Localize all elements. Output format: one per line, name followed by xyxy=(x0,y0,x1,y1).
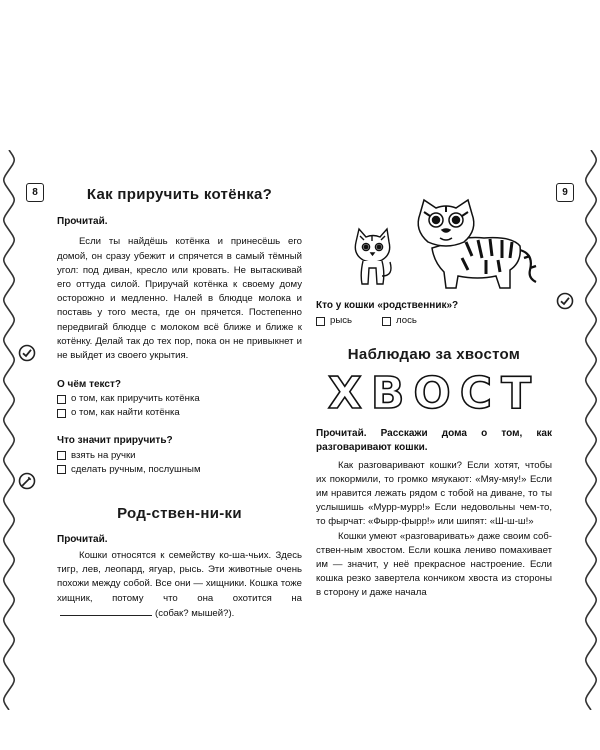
checkbox[interactable] xyxy=(57,395,66,404)
cats-tail-text: Кошки умеют «разговаривать» даже своим соб-ствен-ным хвостом. Если кошка лениво помахивает им — значит, у неё прекрасное настроение. Если кошка резко завертела кончиком хвоста из стороны в сторону и даже начала xyxy=(316,530,552,599)
kitten-icon xyxy=(355,229,391,284)
title-relatives: Род-ствен-ни-ки xyxy=(117,504,242,522)
kitten-text: Если ты найдёшь котёнка и принесёшь его домой, он сразу убежит и спрячется в самый тёмный угол: под диван, кресло или кровать. Не вытаскивай его оттуда силой. Приручай котёнка к своему дому осторожно и медленно. Налей в блюдце молока и поставь у того места, где он прячется. Постепенно передвигай блюдце с молоком всё ближе и ближе к котёнку. Делай так до тех пор, пока он не привыкнет и не выйдет из своего укрытия. xyxy=(57,236,302,362)
instruction-read-tell: Прочитай. Расскажи дома о том, как разговаривают кошки. xyxy=(316,427,552,453)
big-word-tail: ХВОСТ xyxy=(327,367,541,419)
page-number-left: 8 xyxy=(26,183,44,202)
kitten-tiger-illustration xyxy=(316,196,552,292)
checkbox[interactable] xyxy=(316,317,325,326)
checkmark-circle-icon xyxy=(18,344,36,362)
title-watching-tail: Наблюдаю за хвостом xyxy=(347,346,521,364)
checkbox[interactable] xyxy=(57,451,66,460)
question-what-text-about: О чём текст? xyxy=(57,379,121,391)
right-page xyxy=(316,196,552,601)
q1-option-1[interactable]: о том, как приручить котёнка xyxy=(57,392,302,406)
checkmark-circle-icon-right xyxy=(556,292,574,310)
pencil-circle-icon xyxy=(18,472,36,490)
page-number-right: 9 xyxy=(556,183,574,202)
wavy-border-right xyxy=(584,150,598,710)
cats-talk-text: Как разговаривают кошки? Если хотят, чтобы их покормили, то громко мяукают: «Мяу-мяу!» Если им нравится лежать рядом с тобой на диване, то ты услышишь «Мурр-мурр!» Если недовольны чем-то, то фырчат: «Фырр-фырр!» или шипят: «Ш-ш-ш!» xyxy=(316,459,552,528)
read-label-2: Прочитай. xyxy=(57,533,108,545)
question-relative: Кто у кошки «родственник»? xyxy=(316,300,459,312)
checkbox[interactable] xyxy=(382,317,391,326)
left-page xyxy=(57,188,302,621)
relative-options xyxy=(316,314,552,328)
checkbox[interactable] xyxy=(57,409,66,418)
title-tame-kitten: Как приручить котёнка? xyxy=(86,186,273,203)
tiger-icon xyxy=(418,200,536,288)
q1-option-2[interactable]: о том, как найти котёнка xyxy=(57,406,302,420)
relatives-text: Кошки относятся к семейству ко-ша-чьих. Здесь тигр, лев, леопард, ягуар, рысь. Эти животные очень похожи между собой. Все они — хищники. Кошка тоже хищник, потому что она охотится на(собак? мышей?). xyxy=(57,550,302,619)
q2-option-1[interactable]: взять на ручки xyxy=(57,449,302,463)
question-what-means-tame: Что значит приручить? xyxy=(57,435,173,447)
wavy-border-left xyxy=(2,150,16,710)
option-moose[interactable]: лось xyxy=(382,314,417,328)
option-lynx[interactable]: рысь xyxy=(316,314,352,328)
fill-in-blank[interactable] xyxy=(60,606,152,616)
read-label: Прочитай. xyxy=(57,216,108,228)
q2-option-2[interactable]: сделать ручным, послушным xyxy=(57,463,302,477)
checkbox[interactable] xyxy=(57,465,66,474)
